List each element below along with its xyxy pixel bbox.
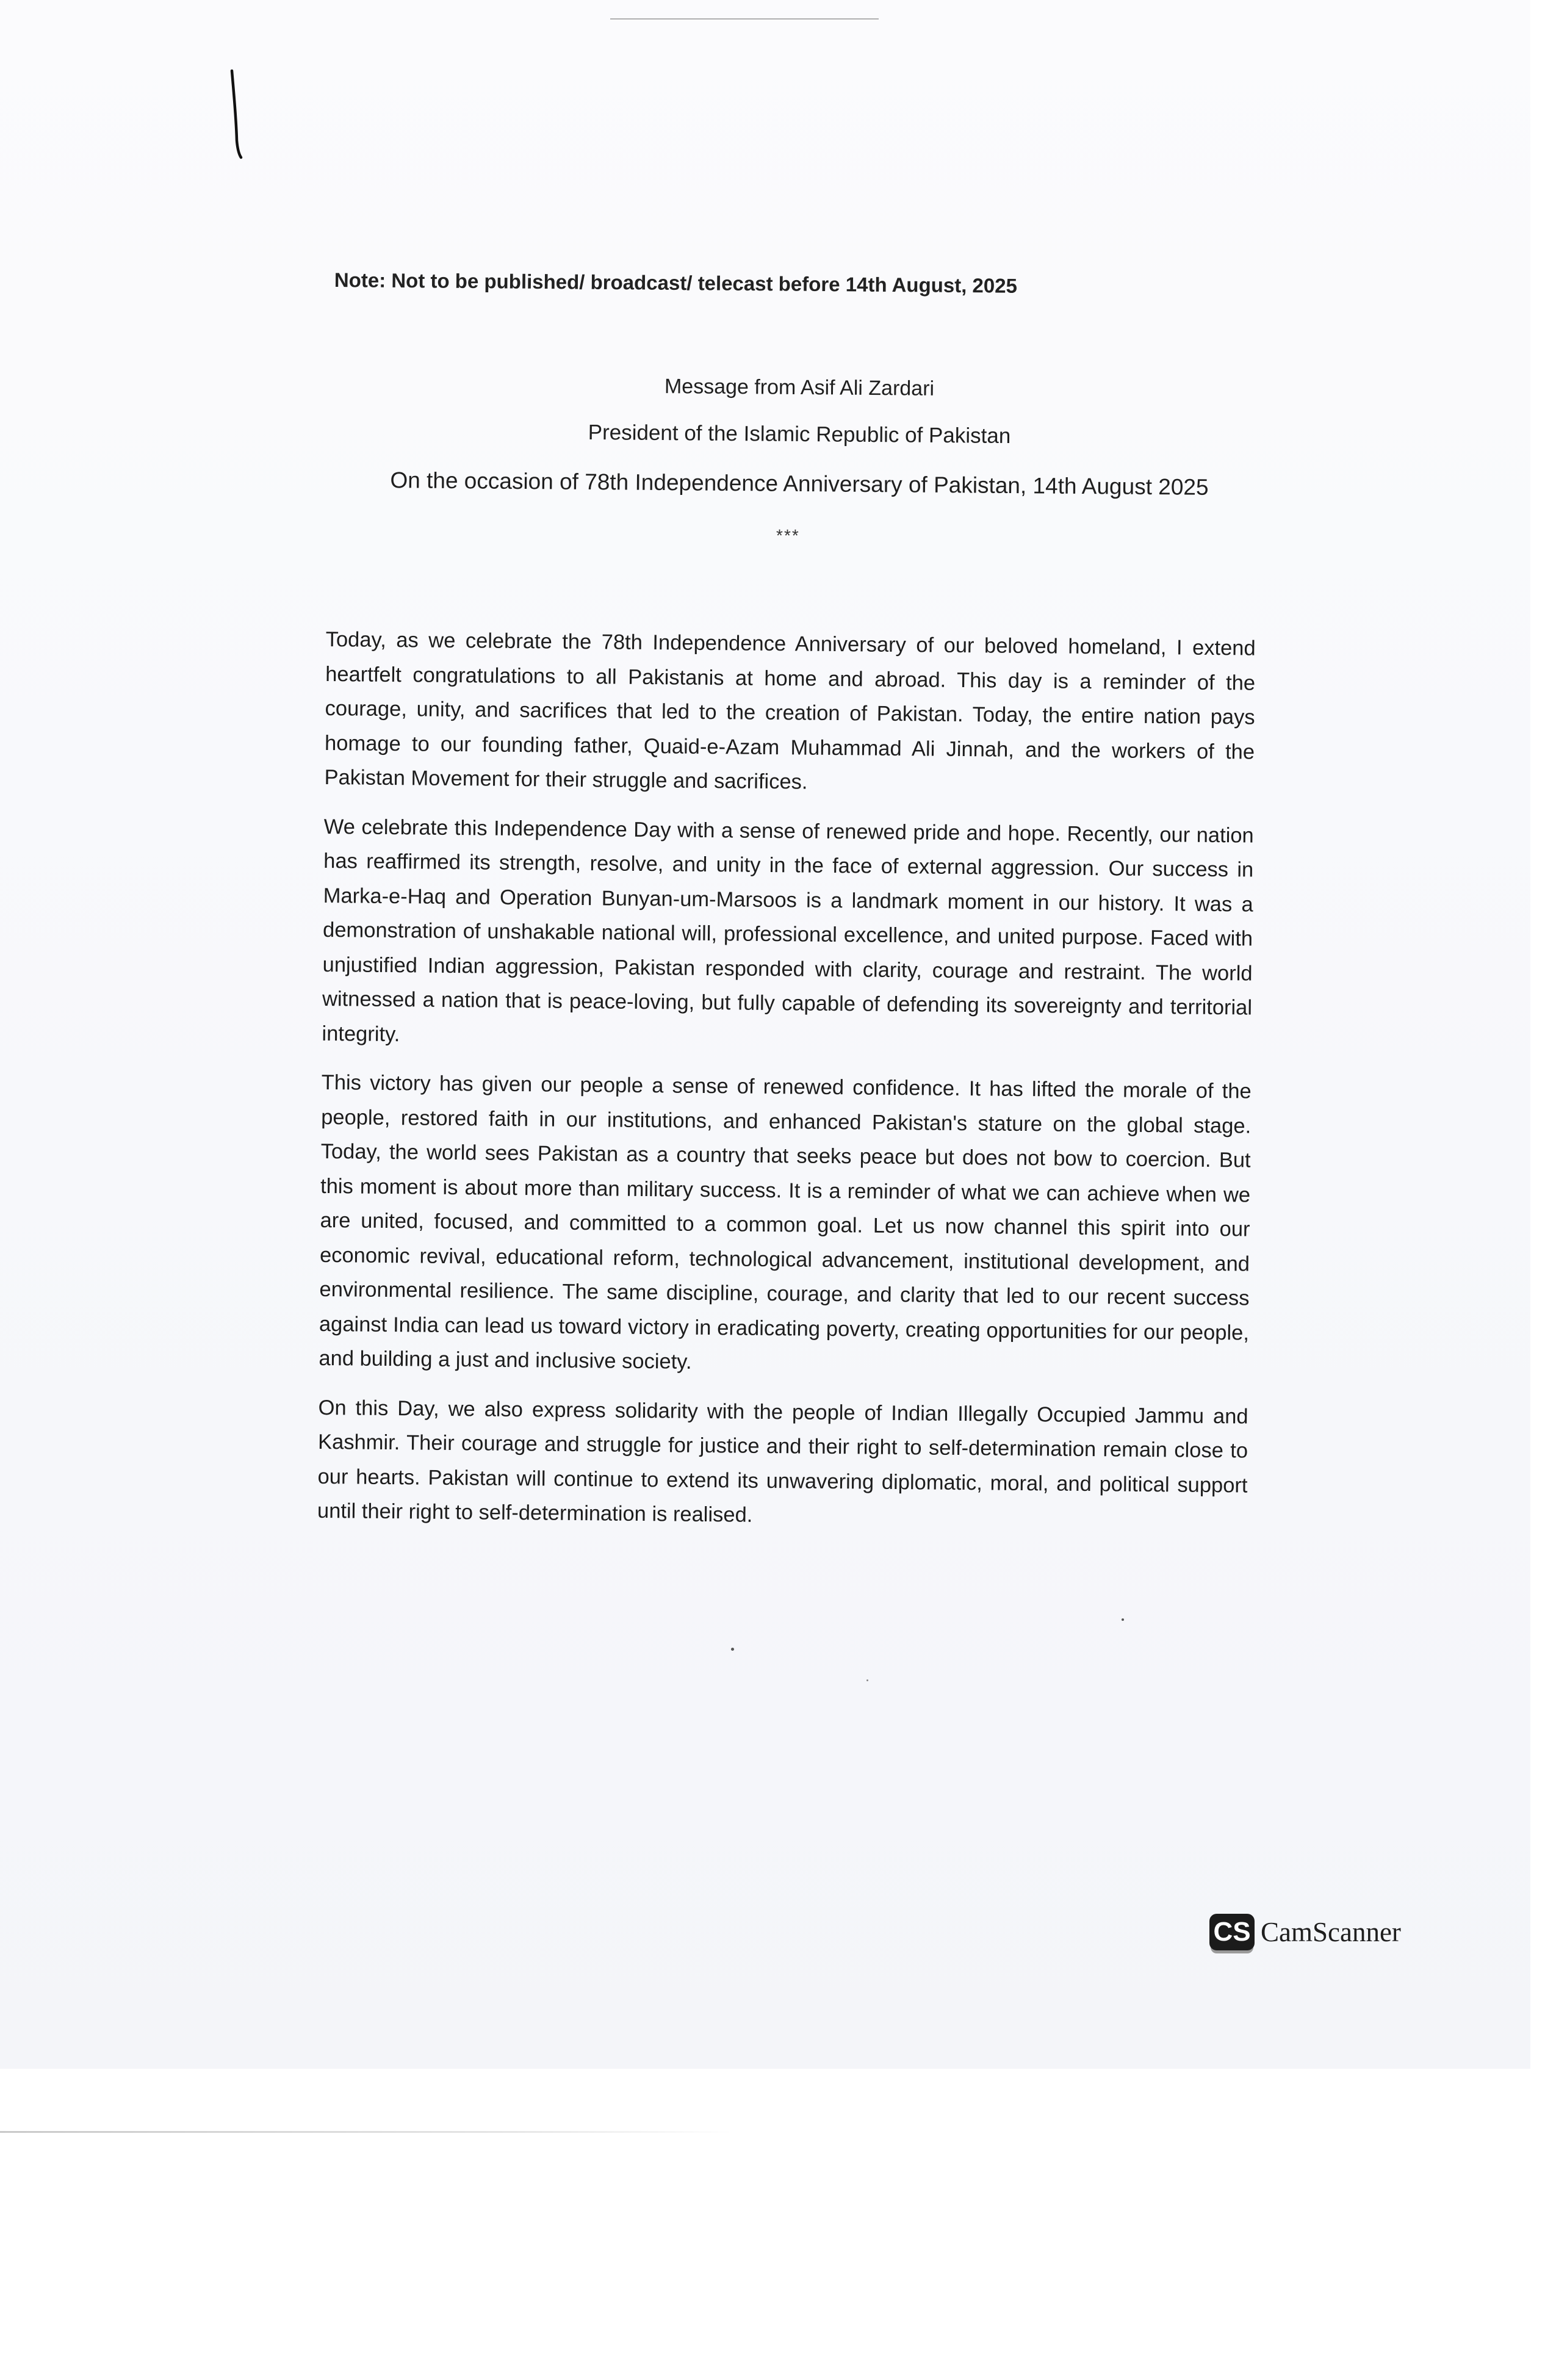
paragraph-3: This victory has given our people a sense of renewed confidence. It has lifted the morale of the people, restored faith in our institutions, and enhanced Pakistan's stature on the global stage. Today, the world sees Pakistan as a country that seeks peace but does not bow to coercion. But this moment is about more than military success. It is a reminder of what we can achieve when we are united, focused, and committed to a common goal. Let us now channel this spirit into our economic revival, educational reform, technological advancement, institutional development, and environmental resilience. The same discipline, courage, and clarity that led to our recent success against India can lead us toward victory in eradicating poverty, creating opportunities for our people, and building a just and inclusive society. bbox=[319, 1070, 1252, 1374]
message-heading: Message from Asif Ali Zardari bbox=[664, 375, 935, 400]
paragraph-4: On this Day, we also express solidarity with the people of Indian Illegally Occupied Jammu and Kashmir. Their courage and struggle for justice and their right to self-determination remain close to our hearts. Pakistan will continue to extend its unwavering diplomatic, moral, and political support until their right to self-determination is realised. bbox=[317, 1396, 1248, 1527]
occasion-line: On the occasion of 78th Independence Anniversary of Pakistan, 14th August 2025 bbox=[390, 467, 1209, 500]
section-separator: *** bbox=[776, 525, 800, 546]
handwritten-stroke-icon bbox=[228, 68, 247, 160]
paragraph-1: Today, as we celebrate the 78th Independence Anniversary of our beloved homeland, I extend heartfelt congratulations to all Pakistanis at home and abroad. This day is a reminder of the courage, unity, and sacrifices that led to the creation of Pakistan. Today, the entire nation pays homage to our founding father, Quaid-e-Azam Muhammad Ali Jinnah, and the workers of the Pakistan Movement for their struggle and sacrifices. bbox=[324, 627, 1256, 794]
scan-speck bbox=[866, 1679, 868, 1681]
camscanner-watermark bbox=[1209, 1914, 1401, 1950]
camscanner-name: CamScanner bbox=[1261, 1917, 1401, 1947]
top-rule-divider bbox=[610, 18, 879, 20]
scan-speck bbox=[1122, 1618, 1124, 1621]
camscanner-logo-icon: CS bbox=[1209, 1914, 1255, 1950]
page-edge-divider bbox=[0, 2131, 732, 2133]
embargo-note: Note: Not to be published/ broadcast/ telecast before 14th August, 2025 bbox=[334, 269, 1018, 297]
message-body bbox=[317, 622, 1256, 1552]
president-title: President of the Islamic Republic of Pakistan bbox=[588, 420, 1011, 449]
scan-speck bbox=[731, 1648, 734, 1651]
paragraph-2: We celebrate this Independence Day with a sense of renewed pride and hope. Recently, our nation has reaffirmed its strength, resolve, and unity in the face of external aggression. Our success in Marka-e-Haq and Operation Bunyan-um-Marsoos is a landmark moment in our history. It was a demonstration of unshakable national will, professional excellence, and united purpose. Faced with unjustified Indian aggression, Pakistan responded with clarity, courage and restraint. The world witnessed a nation that is peace-loving, but fully capable of defending its sovereignty and territorial integrity. bbox=[322, 815, 1254, 1046]
